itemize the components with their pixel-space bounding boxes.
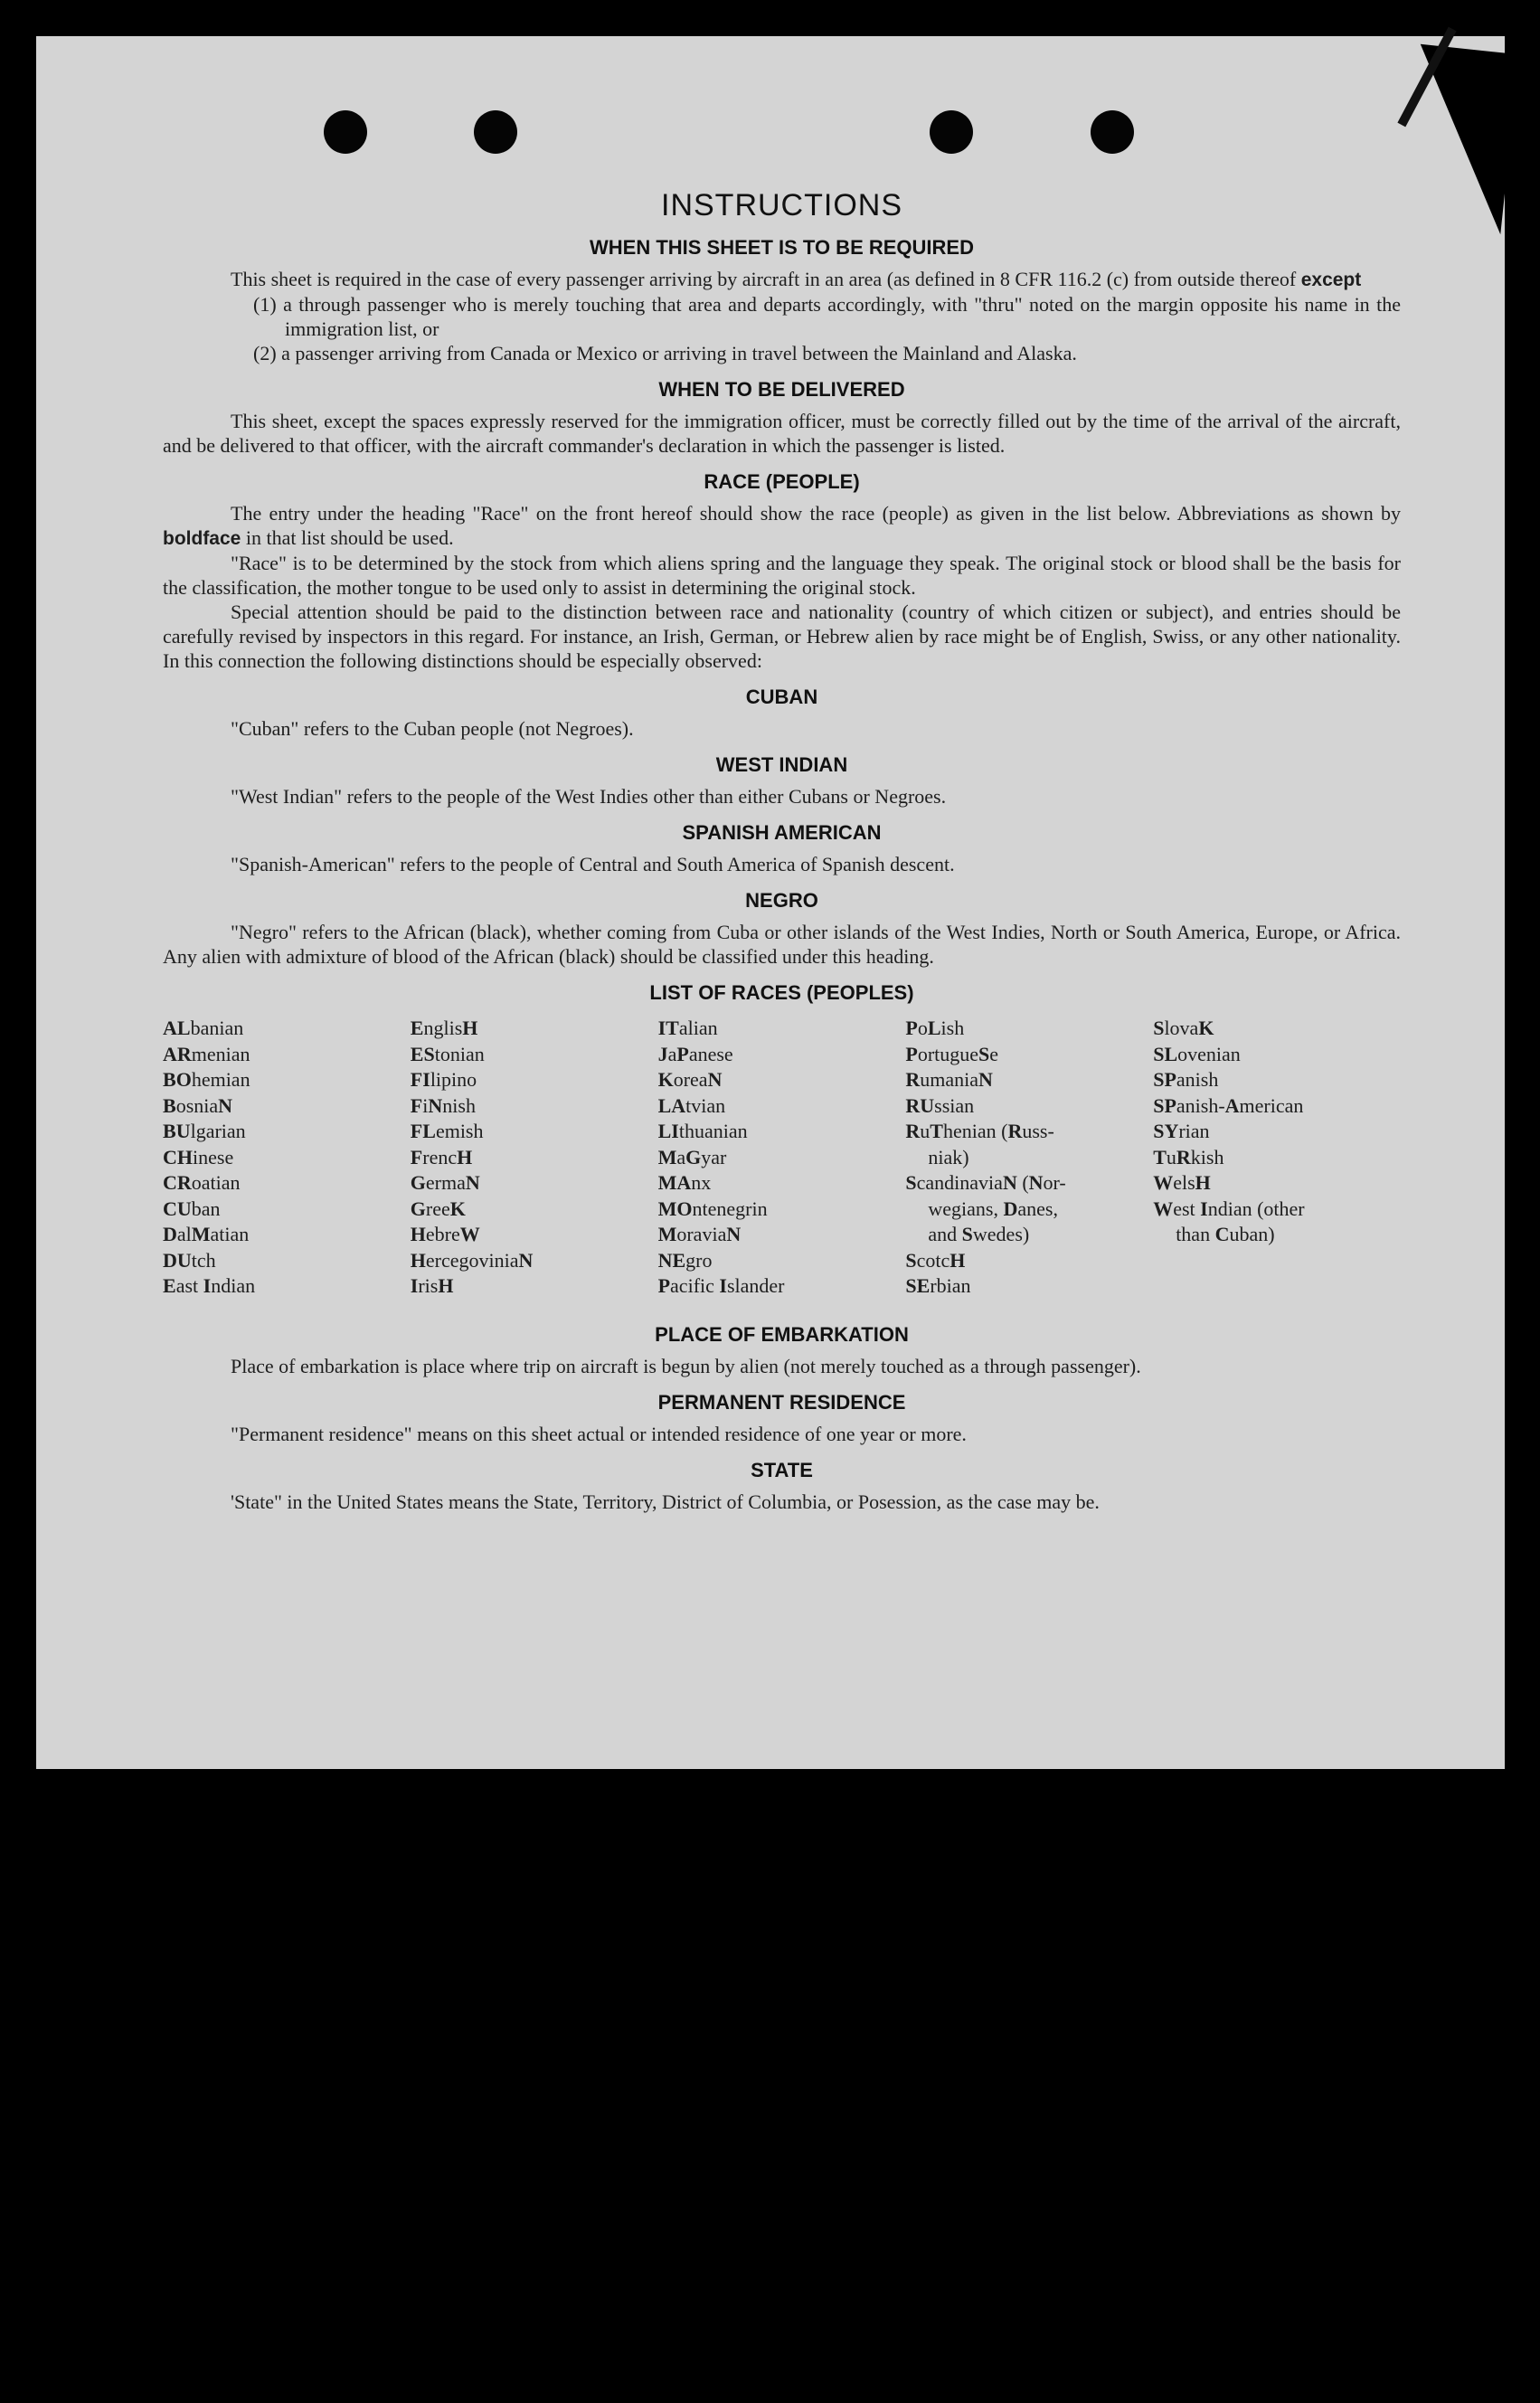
race-entry: East Indian [163,1274,256,1297]
paragraph-west-indian: "West Indian" refers to the people of the West Indies other than either Cubans or Negroes. [231,785,947,808]
heading-negro: NEGRO [745,889,818,912]
paragraph-race-2: "Race" is to be determined by the stock from which aliens spring and the language they speak. The original stock or blood shall be the basis for the classification, the mother tongue to be used only to assist in determining the original stock. [163,552,1401,599]
race-entry: SYrian [1153,1120,1210,1142]
race-entry: MaGyar [657,1145,727,1168]
race-entry: SPanish-American [1153,1093,1304,1117]
race-entry: SErbian [905,1274,971,1297]
race-entry: DalMatian [163,1223,250,1245]
paragraph-when-required: This sheet is required in the case of every passenger arriving by aircraft in an area (as defined in 8 CFR 116.2 (c) from outside thereof except [231,268,1362,290]
heading-race: RACE (PEOPLE) [704,470,860,493]
race-entry: wegians, Danes, [928,1197,1058,1220]
race-entry: MOntenegrin [657,1197,768,1220]
heading-spanish-american: SPANISH AMERICAN [682,821,882,844]
race-entry: FrencH [410,1145,473,1168]
race-entry: FIlipino [410,1068,477,1091]
race-entry: KoreaN [657,1068,723,1091]
heading-embarkation: PLACE OF EMBARKATION [655,1322,909,1346]
punch-hole [474,110,517,154]
paragraph-when-delivered: This sheet, except the spaces expressly reserved for the immigration officer, must be correctly filled out by the time of the arrival of the aircraft, and be delivered to that officer, with the aircraft commander's declaration in which the passenger is listed. [163,410,1401,457]
races-column-3 [658,1016,906,1300]
race-entry: FLemish [410,1120,484,1142]
paragraph-cuban: "Cuban" refers to the Cuban people (not Negroes). [231,717,634,740]
race-entry: EStonian [410,1042,485,1065]
race-entry: NEgro [657,1248,713,1272]
race-entry: GermaN [410,1171,480,1194]
race-entry: BosniaN [163,1093,233,1117]
heading-list-of-races: LIST OF RACES (PEOPLES) [649,981,914,1004]
race-entry: HebreW [410,1223,480,1245]
page-title: INSTRUCTIONS [661,188,902,222]
race-entry: TuRkish [1153,1145,1224,1168]
races-column-4 [905,1016,1153,1300]
list-item-2: (2) a passenger arriving from Canada or Mexico or arriving in travel between the Mainland and Alaska. [253,342,1077,364]
paragraph-race-1: The entry under the heading "Race" on the front hereof should show the race (people) as given in the list below. Abbreviations as shown by boldface in that list should be used. [163,502,1401,549]
list-item-1: (1) a through passenger who is merely touching that area and departs accordingly, with "thru" noted on the margin opposite his name in the immigration list, or [253,293,1401,340]
races-column-5 [1153,1016,1401,1300]
paragraph-permanent-residence: "Permanent residence" means on this sheet actual or intended residence of one year or more. [231,1422,967,1445]
paragraph-negro: "Negro" refers to the African (black), whether coming from Cuba or other islands of the West Indies, North or South America, Europe, or Africa. Any alien with admixture of blood of the African (black) should be classified under this heading. [163,921,1401,968]
race-entry: BOhemian [163,1068,250,1091]
race-entry: SLovenian [1153,1042,1241,1065]
race-entry: ARmenian [163,1042,250,1065]
race-entry: PoLish [905,1017,965,1039]
race-entry: FiNnish [410,1093,476,1117]
paragraph-race-3: Special attention should be paid to the distinction between race and nationality (country of which citizen or subject), and entries should be carefully revised by inspectors in this regard. For instance, an Irish, German, or Hebrew alien by race might be of English, Swiss, or any other nationality. In this connection the following distinctions should be especially observed: [163,601,1401,672]
race-entry: LIthuanian [657,1120,748,1142]
heading-state: STATE [751,1458,813,1481]
races-column-1 [163,1016,411,1300]
race-entry: West Indian (other [1153,1197,1305,1220]
race-entry: SlovaK [1153,1017,1214,1039]
punch-hole [930,110,973,154]
race-entry: than Cuban) [1176,1223,1275,1245]
race-entry: ScandinaviaN (Nor- [905,1171,1066,1194]
race-entry: GreeK [410,1197,466,1220]
punch-hole [324,110,367,154]
race-entry: ALbanian [163,1017,244,1039]
race-entry: LAtvian [657,1093,726,1117]
race-entry: and Swedes) [928,1223,1030,1245]
race-entry: niak) [928,1145,969,1168]
race-entry: BUlgarian [163,1120,246,1142]
heading-cuban: CUBAN [745,686,818,708]
race-entry: JaPanese [657,1042,733,1065]
document-sheet [36,36,1505,1769]
race-entry: RuThenian (Russ- [905,1120,1054,1142]
punch-hole [1091,110,1134,154]
paragraph-spanish-american: "Spanish-American" refers to the people of Central and South America of Spanish descent. [231,853,955,875]
race-entry: DUtch [163,1248,216,1272]
race-entry: IrisH [410,1274,454,1297]
races-table [163,1016,1401,1300]
paragraph-embarkation: Place of embarkation is place where trip on aircraft is begun by alien (not merely touched as a through passenger). [231,1354,1141,1377]
race-entry: RumaniaN [905,1068,993,1091]
race-entry: RUssian [905,1093,975,1117]
races-column-2 [411,1016,658,1300]
heading-when-delivered: WHEN TO BE DELIVERED [658,378,905,401]
race-entry: CRoatian [163,1171,241,1194]
race-entry: ITalian [657,1017,718,1039]
race-entry: Pacific Islander [657,1274,785,1297]
race-entry: HercegoviniaN [410,1248,534,1272]
race-entry: ScotcH [905,1248,966,1272]
race-entry: CHinese [163,1145,234,1168]
race-entry: MAnx [657,1171,712,1194]
race-entry: SPanish [1153,1068,1219,1091]
race-entry: EnglisH [410,1017,478,1039]
race-entry: MoraviaN [657,1223,742,1245]
heading-west-indian: WEST INDIAN [715,753,848,776]
race-entry: PortugueSe [905,1042,999,1065]
race-entry: WelsH [1153,1171,1211,1194]
heading-permanent-residence: PERMANENT RESIDENCE [657,1390,906,1414]
torn-corner [1402,44,1519,234]
heading-when-required: WHEN THIS SHEET IS TO BE REQUIRED [590,236,974,259]
race-entry: CUban [163,1197,221,1220]
paragraph-state: 'State" in the United States means the State, Territory, District of Columbia, or Posession, as the case may be. [231,1490,1100,1513]
